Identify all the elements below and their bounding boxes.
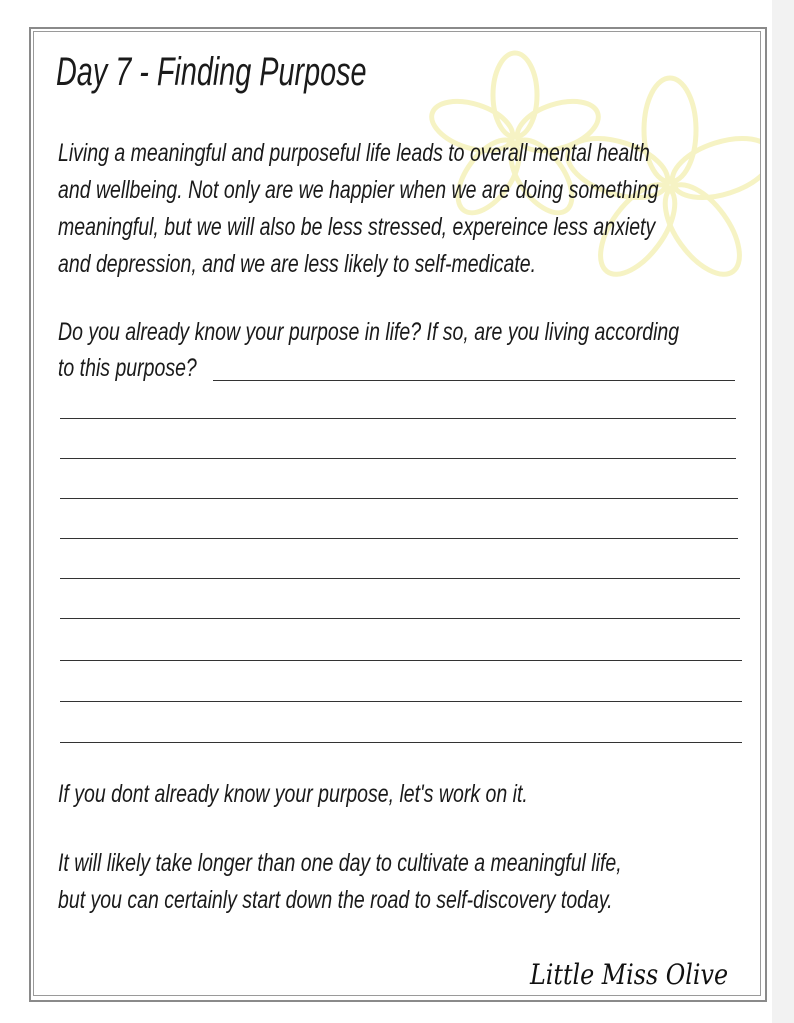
- intro-line: meaningful, but we will also be less stressed, expereince less anxiety: [58, 213, 656, 241]
- followup-text: If you dont already know your purpose, let's work on it.: [58, 780, 528, 808]
- answer-line[interactable]: [60, 742, 742, 743]
- signature-logo: Little Miss Olive: [530, 958, 729, 991]
- answer-line[interactable]: [213, 380, 735, 381]
- closing-line: It will likely take longer than one day to cultivate a meaningful life,: [58, 849, 622, 877]
- answer-line[interactable]: [60, 538, 738, 539]
- intro-line: and wellbeing. Not only are we happier when we are doing something: [58, 176, 659, 204]
- intro-line: and depression, and we are less likely to self-medicate.: [58, 250, 537, 278]
- intro-line: Living a meaningful and purposeful life leads to overall mental health: [58, 139, 650, 167]
- answer-line[interactable]: [60, 618, 740, 619]
- answer-line[interactable]: [60, 578, 740, 579]
- question-line: to this purpose?: [58, 354, 197, 382]
- page-title: Day 7 - Finding Purpose: [56, 50, 367, 94]
- question-line: Do you already know your purpose in life? If so, are you living according: [58, 318, 680, 346]
- answer-line[interactable]: [60, 701, 742, 702]
- answer-line[interactable]: [60, 418, 736, 419]
- answer-line[interactable]: [60, 458, 736, 459]
- answer-line[interactable]: [60, 498, 738, 499]
- answer-line[interactable]: [60, 660, 742, 661]
- closing-line: but you can certainly start down the road to self-discovery today.: [58, 886, 613, 914]
